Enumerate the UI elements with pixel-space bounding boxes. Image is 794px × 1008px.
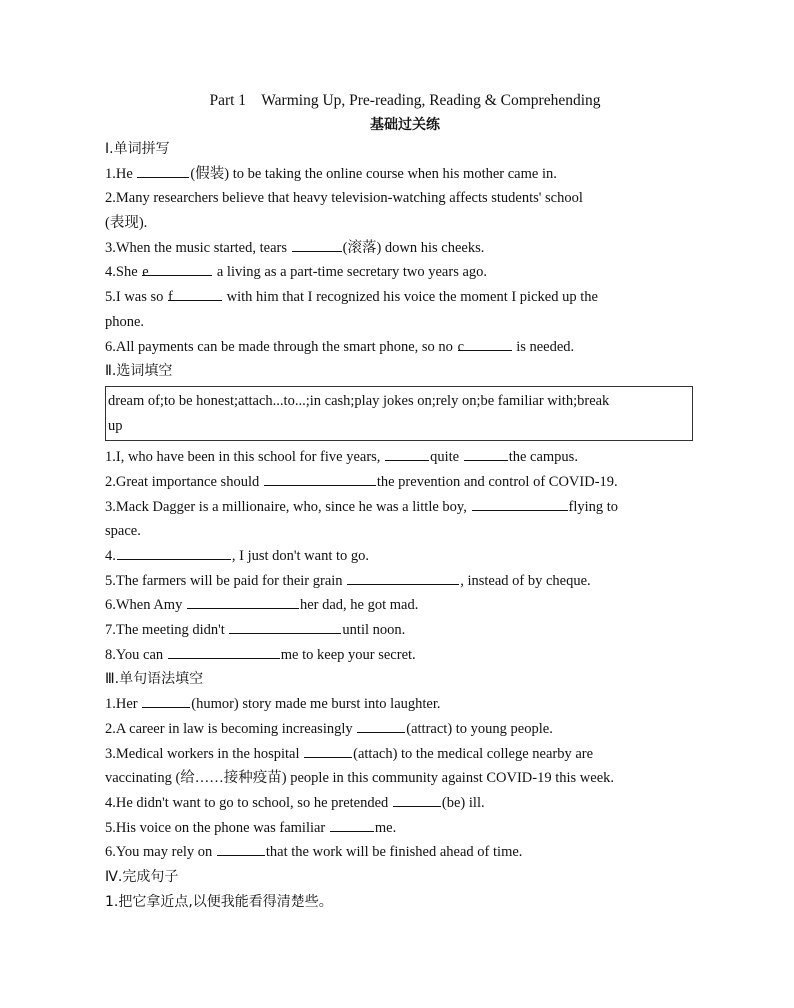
question-text: 8.You can <box>105 646 167 663</box>
question-text: 6.All payments can be made through the smart phone, so no <box>105 338 457 355</box>
question-text: 7.The meeting didn't <box>105 622 229 639</box>
question-item <box>105 569 695 594</box>
answer-blank[interactable] <box>304 742 352 758</box>
question-text: 5.I was so <box>105 289 168 306</box>
answer-blank[interactable] <box>385 445 429 461</box>
answer-blank[interactable] <box>393 791 441 807</box>
question-text: 3.Medical workers in the hospital <box>105 745 304 762</box>
question-item <box>105 643 695 668</box>
question-item: space. <box>105 523 141 540</box>
question-item: (表现). <box>105 215 148 232</box>
answer-blank[interactable] <box>168 285 222 306</box>
question-text: 1.I, who have been in this school for five years, <box>105 449 385 466</box>
answer-blank[interactable] <box>168 643 280 659</box>
section-heading-grammar: Ⅲ.单句语法填空 <box>105 671 204 688</box>
question-text: 6.You may rely on <box>105 844 216 861</box>
hint-letter: e <box>142 264 149 281</box>
question-item: 2.Many researchers believe that heavy television-watching affects students' school <box>105 190 583 207</box>
question-text: 4.She <box>105 264 142 281</box>
answer-blank[interactable] <box>330 816 374 832</box>
question-text: me to keep your secret. <box>280 646 416 663</box>
worksheet-page <box>105 88 695 914</box>
question-item <box>105 335 695 360</box>
question-item: phone. <box>105 313 145 330</box>
question-item <box>105 816 695 841</box>
question-item <box>105 791 695 816</box>
hint-letter: c <box>457 338 464 355</box>
page-title: Part 1 Warming Up, Pre-reading, Reading & Comprehending <box>209 92 601 109</box>
question-text: is needed. <box>512 338 575 355</box>
answer-blank[interactable] <box>187 593 299 609</box>
question-item <box>105 285 695 310</box>
question-text: (attach) to the medical college nearby are <box>353 745 594 762</box>
question-text: (滚落) down his cheeks. <box>342 239 485 256</box>
question-item <box>105 618 695 643</box>
question-text: , instead of by cheque. <box>460 572 591 589</box>
word-bank-line: up <box>108 417 123 434</box>
question-text: the campus. <box>508 449 578 466</box>
section-heading-spelling: Ⅰ.单词拼写 <box>105 141 170 157</box>
question-item <box>105 495 695 520</box>
question-text: that the work will be finished ahead of time. <box>265 844 523 861</box>
answer-blank[interactable] <box>264 470 376 486</box>
question-item <box>105 544 695 569</box>
question-item <box>105 236 695 261</box>
question-text: (humor) story made me burst into laughter. <box>191 696 441 713</box>
question-text: 6.When Amy <box>105 597 186 614</box>
question-text: 2.A career in law is becoming increasingly <box>105 720 357 737</box>
question-text: 3.Mack Dagger is a millionaire, who, since he was a little boy, <box>105 498 471 515</box>
section-heading-complete-sentences: Ⅳ.完成句子 <box>105 868 179 885</box>
question-text: me. <box>374 819 397 836</box>
answer-blank[interactable] <box>142 692 190 708</box>
question-text: , I just don't want to go. <box>231 548 370 564</box>
question-text: (attract) to young people. <box>406 720 553 737</box>
answer-blank[interactable] <box>464 445 508 461</box>
word-bank-box <box>105 386 693 441</box>
question-item <box>105 162 695 187</box>
question-text: 4. <box>105 548 116 564</box>
answer-blank[interactable] <box>357 717 405 733</box>
question-item: vaccinating (给……接种疫苗) people in this community against COVID-19 this week. <box>105 770 615 787</box>
question-text: 2.Great importance should <box>105 473 263 490</box>
question-item <box>105 840 695 865</box>
answer-blank[interactable] <box>142 260 212 281</box>
answer-blank[interactable] <box>229 618 341 634</box>
answer-blank[interactable] <box>457 335 512 355</box>
question-item <box>105 717 695 742</box>
question-text: 3.When the music started, tears <box>105 239 291 256</box>
question-text: flying to <box>568 498 619 515</box>
question-text: the prevention and control of COVID-19. <box>376 473 618 490</box>
question-item: 1.把它拿近点,以便我能看得清楚些。 <box>105 893 333 910</box>
page-subtitle: 基础过关练 <box>370 117 440 133</box>
question-item <box>105 260 695 285</box>
word-bank-line: dream of;to be honest;attach...to...;in cash;play jokes on;rely on;be familiar with;break <box>108 392 610 409</box>
question-text: 5.His voice on the phone was familiar <box>105 819 329 836</box>
question-text: 1.Her <box>105 696 142 713</box>
answer-blank[interactable] <box>117 544 231 560</box>
section-heading-word-choice: Ⅱ.选词填空 <box>105 363 173 380</box>
question-text: until noon. <box>342 622 406 639</box>
question-text: 5.The farmers will be paid for their grain <box>105 572 347 589</box>
answer-blank[interactable] <box>472 495 568 511</box>
question-text: with him that I recognized his voice the moment I picked up the <box>223 289 598 306</box>
question-text: (be) ill. <box>441 794 485 811</box>
question-text: her dad, he got mad. <box>299 597 419 614</box>
hint-letter: f <box>168 289 173 306</box>
question-text: quite <box>430 449 463 466</box>
question-item <box>105 742 695 767</box>
answer-blank[interactable] <box>347 569 459 585</box>
question-text: 4.He didn't want to go to school, so he pretended <box>105 794 392 811</box>
question-text: 1.He <box>105 165 137 182</box>
answer-blank[interactable] <box>217 840 265 856</box>
answer-blank[interactable] <box>292 236 342 252</box>
question-text: a living as a part-time secretary two years ago. <box>213 264 488 281</box>
question-item <box>105 445 695 470</box>
question-item <box>105 692 695 717</box>
answer-blank[interactable] <box>137 162 189 178</box>
question-item <box>105 470 695 495</box>
question-item <box>105 593 695 618</box>
question-text: (假装) to be taking the online course when his mother came in. <box>190 165 557 182</box>
